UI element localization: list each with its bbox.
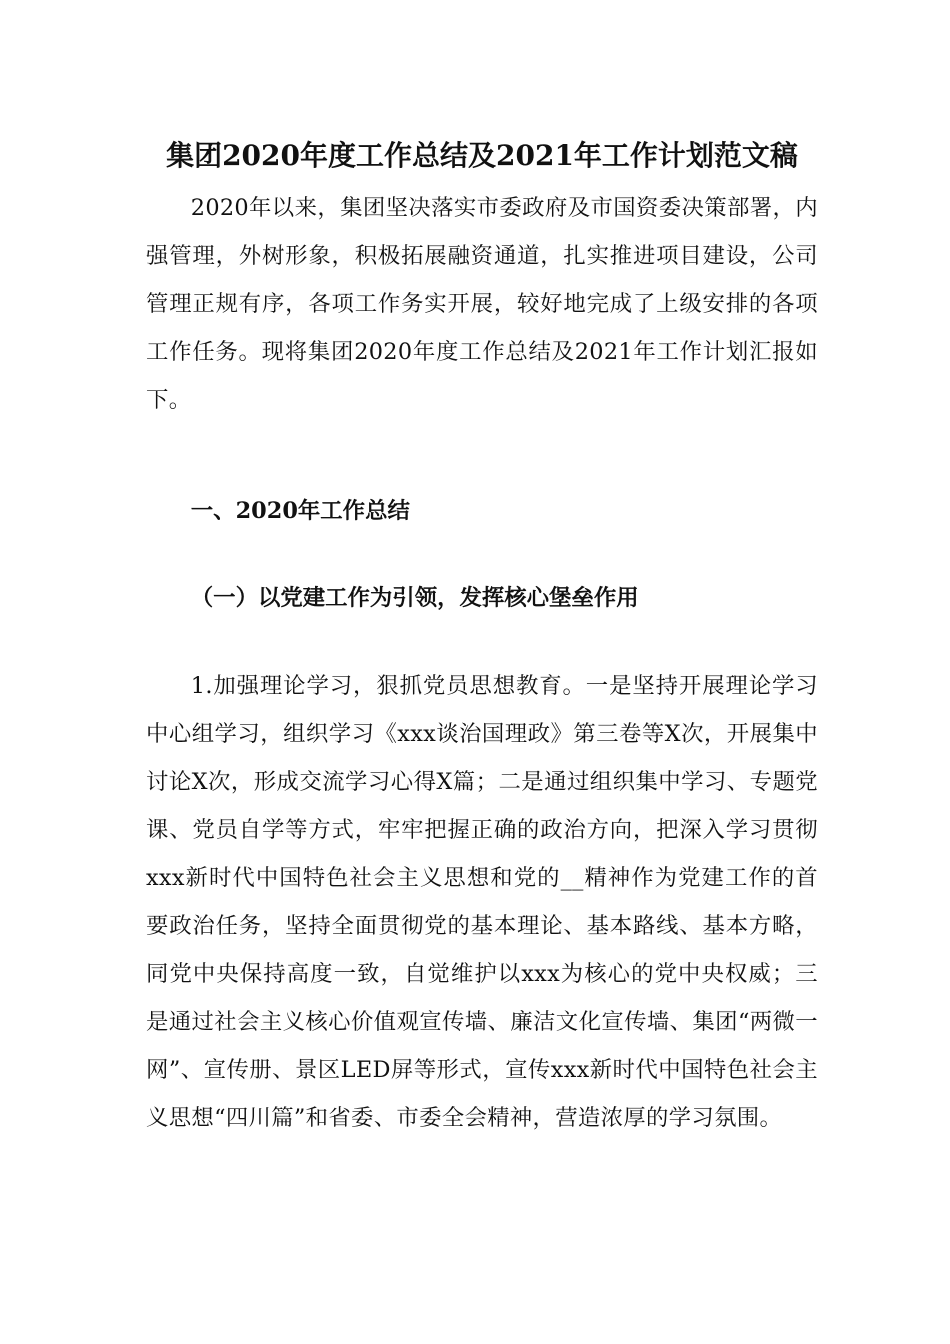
subsection-heading-party-building: （一）以党建工作为引领，发挥核心堡垒作用 <box>190 585 639 611</box>
point-paragraph-theory-study: 1.加强理论学习，狠抓党员思想教育。一是坚持开展理论学习中心组学习，组织学习《xxx谈治国理政》第三卷等X次，开展集中讨论X次，形成交流学习心得X篇；二是通过组织集中学习、专题党课、党员自学等方式，牢牢把握正确的政治方向，把深入学习贯彻xxx新时代中国特色社会主义思想和党的__精神作为党建工作的首要政治任务，坚持全面贯彻党的基本理论、基本路线、基本方略，同党中央保持高度一致，自觉维护以xxx为核心的党中央权威；三是通过社会主义核心价值观宣传墙、廉洁文化宣传墙、集团“两微一网”、宣传册、景区LED屏等形式，宣传xxx新时代中国特色社会主义思想“四川篇”和省委、市委全会精神，营造浓厚的学习氛围。 <box>146 673 818 1131</box>
document-page <box>146 128 818 1142</box>
document-title: 集团2020年度工作总结及2021年工作计划范文稿 <box>166 139 798 172</box>
intro-paragraph: 2020年以来，集团坚决落实市委政府及市国资委决策部署，内强管理，外树形象，积极拓展融资通道，扎实推进项目建设，公司管理正规有序，各项工作务实开展，较好地完成了上级安排的各项工作任务。现将集团2020年度工作总结及2021年工作计划汇报如下。 <box>146 195 818 413</box>
section-heading-2020-summary: 一、2020年工作总结 <box>190 498 410 524</box>
